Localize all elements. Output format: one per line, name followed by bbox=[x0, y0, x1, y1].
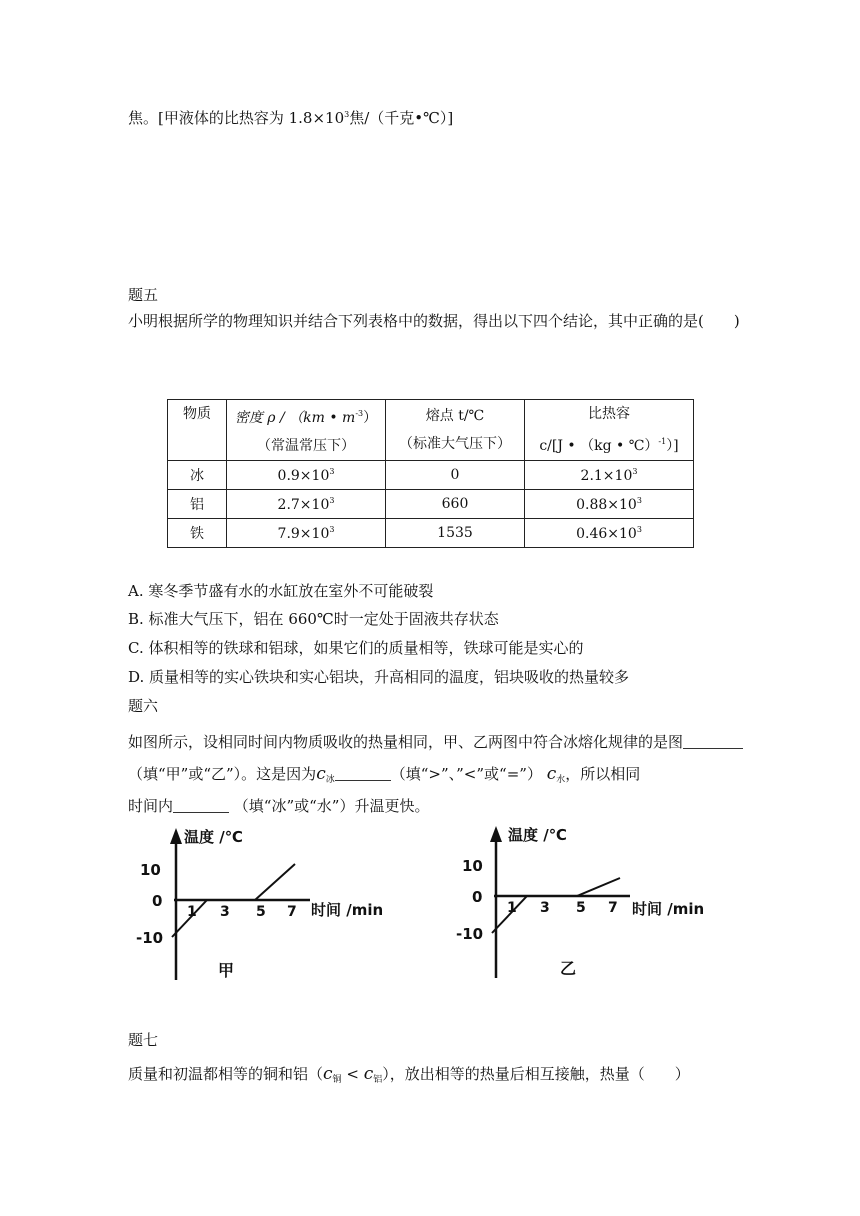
y-tick: 0 bbox=[472, 888, 483, 906]
option-b: B. 标准大气压下，铝在 660℃时一定处于固液共存状态 bbox=[128, 610, 499, 628]
header-density: 密度 ρ / （km • m bbox=[234, 410, 356, 426]
answer-blank-1[interactable] bbox=[683, 734, 743, 749]
cell-melting: 0 bbox=[386, 461, 525, 490]
q6-line2-b: （填“>”、”<”或“=”） bbox=[390, 765, 542, 783]
top-line-suffix: 焦/（千克•℃）] bbox=[349, 109, 454, 127]
cell-melting: 660 bbox=[386, 490, 525, 519]
top-line bbox=[128, 105, 453, 128]
q6-line1-text: 如图所示，设相同时间内物质吸收的热量相同，甲、乙两图中符合冰熔化规律的是图 bbox=[128, 733, 684, 751]
sub-copper: 铜 bbox=[332, 1075, 342, 1085]
x-tick: 5 bbox=[576, 900, 586, 916]
sub-ice: 冰 bbox=[325, 775, 335, 785]
header-heat-unit: c/[J • （kg • ℃） bbox=[539, 438, 659, 454]
y-tick: 10 bbox=[140, 861, 161, 879]
x-tick: 3 bbox=[540, 900, 550, 916]
header-cell bbox=[227, 400, 386, 461]
cell-density: $2.7\times 10^3$ bbox=[227, 490, 386, 519]
x-tick: 1 bbox=[507, 900, 517, 916]
cell-name: 铝 bbox=[168, 490, 227, 519]
cell-density: $7.9\times 10^3$ bbox=[227, 519, 386, 548]
x-tick: 5 bbox=[256, 904, 266, 920]
option-a: A. 寒冬季节盛有水的水缸放在室外不可能破裂 bbox=[128, 582, 434, 600]
header-density-cond: （常温常压下） bbox=[257, 438, 355, 454]
x-tick: 1 bbox=[187, 904, 197, 920]
q6-line3-a: 时间内 bbox=[128, 797, 174, 815]
header-substance: 物质 bbox=[183, 406, 211, 422]
q7-title: 题七 bbox=[128, 1031, 159, 1049]
y-tick: 0 bbox=[152, 892, 163, 910]
header-cell bbox=[525, 400, 694, 461]
q7-line bbox=[128, 1064, 690, 1090]
properties-table bbox=[167, 399, 694, 548]
header-cell bbox=[386, 400, 525, 461]
cell-name: 铁 bbox=[168, 519, 227, 548]
header-density-end: ） bbox=[363, 410, 378, 426]
option-c: C. 体积相等的铁球和铝球，如果它们的质量相等，铁球可能是实心的 bbox=[128, 639, 584, 657]
c-symbol: c bbox=[363, 1064, 374, 1084]
header-density-exp: -3 bbox=[355, 409, 364, 418]
graph-yi bbox=[452, 818, 752, 988]
y-tick: -10 bbox=[456, 925, 484, 943]
sub-aluminum: 铝 bbox=[373, 1075, 383, 1085]
header-heat: 比热容 bbox=[588, 406, 630, 422]
cell-name: 冰 bbox=[168, 461, 227, 490]
q6-line1 bbox=[128, 732, 743, 752]
cell-density: $0.9\times 10^3$ bbox=[227, 461, 386, 490]
c-symbol: c bbox=[316, 764, 326, 784]
answer-blank-2[interactable] bbox=[335, 766, 391, 781]
sub-water: 水 bbox=[556, 775, 566, 785]
table-row bbox=[168, 490, 694, 519]
x-axis-label: 时间 /min bbox=[632, 900, 705, 918]
graph-caption: 甲 bbox=[218, 961, 235, 980]
y-axis-label: 温度 /℃ bbox=[184, 828, 243, 846]
x-tick: 7 bbox=[287, 904, 297, 920]
header-cell bbox=[168, 400, 227, 461]
cell-heat: $0.46\times 10^3$ bbox=[525, 519, 694, 548]
x-tick: 7 bbox=[608, 900, 618, 916]
q7-line-b: ），放出相等的热量后相互接触，热量（ ） bbox=[382, 1065, 690, 1083]
c-symbol: c bbox=[546, 764, 557, 784]
top-line-prefix: 焦。[甲液体的比热容为 1.8×10 bbox=[128, 109, 345, 127]
cell-heat: $2.1\times 10^3$ bbox=[525, 461, 694, 490]
q6-line2-c: ，所以相同 bbox=[565, 765, 641, 783]
q6-line3-b: （填“冰”或“水”）升温更快。 bbox=[233, 797, 430, 815]
less-than: < bbox=[346, 1065, 359, 1083]
answer-blank-3[interactable] bbox=[173, 798, 229, 813]
top-line-exp: 3 bbox=[344, 110, 350, 119]
graph-caption: 乙 bbox=[560, 959, 577, 978]
header-heat-end: ）] bbox=[666, 438, 679, 454]
table-row bbox=[168, 519, 694, 548]
c-symbol: c bbox=[323, 1064, 333, 1084]
y-tick: -10 bbox=[136, 929, 164, 947]
q6-line2 bbox=[128, 764, 640, 790]
x-tick: 3 bbox=[220, 904, 230, 920]
cell-heat: $0.88\times 10^3$ bbox=[525, 490, 694, 519]
x-axis-label: 时间 /min bbox=[311, 901, 384, 919]
header-heat-exp: -1 bbox=[658, 437, 667, 446]
cell-melting: 1535 bbox=[386, 519, 525, 548]
q6-line2-a: （填“甲”或“乙”）。这是因为 bbox=[128, 765, 317, 783]
graph-jia bbox=[130, 820, 430, 990]
y-axis-label: 温度 /℃ bbox=[508, 826, 567, 844]
q5-stem: 小明根据所学的物理知识并结合下列表格中的数据，得出以下四个结论，其中正确的是( ) bbox=[128, 312, 740, 330]
table-header-row bbox=[168, 400, 694, 461]
table-row bbox=[168, 461, 694, 490]
header-melting: 熔点 t/℃ bbox=[425, 408, 485, 424]
q5-title: 题五 bbox=[128, 286, 159, 304]
q7-line-a: 质量和初温都相等的铜和铝（ bbox=[128, 1065, 324, 1083]
q6-title: 题六 bbox=[128, 697, 159, 715]
header-melting-cond: （标准大气压下） bbox=[399, 436, 511, 452]
q6-line3 bbox=[128, 796, 429, 816]
y-tick: 10 bbox=[462, 857, 483, 875]
option-d: D. 质量相等的实心铁块和实心铝块，升高相同的温度，铝块吸收的热量较多 bbox=[128, 668, 630, 686]
